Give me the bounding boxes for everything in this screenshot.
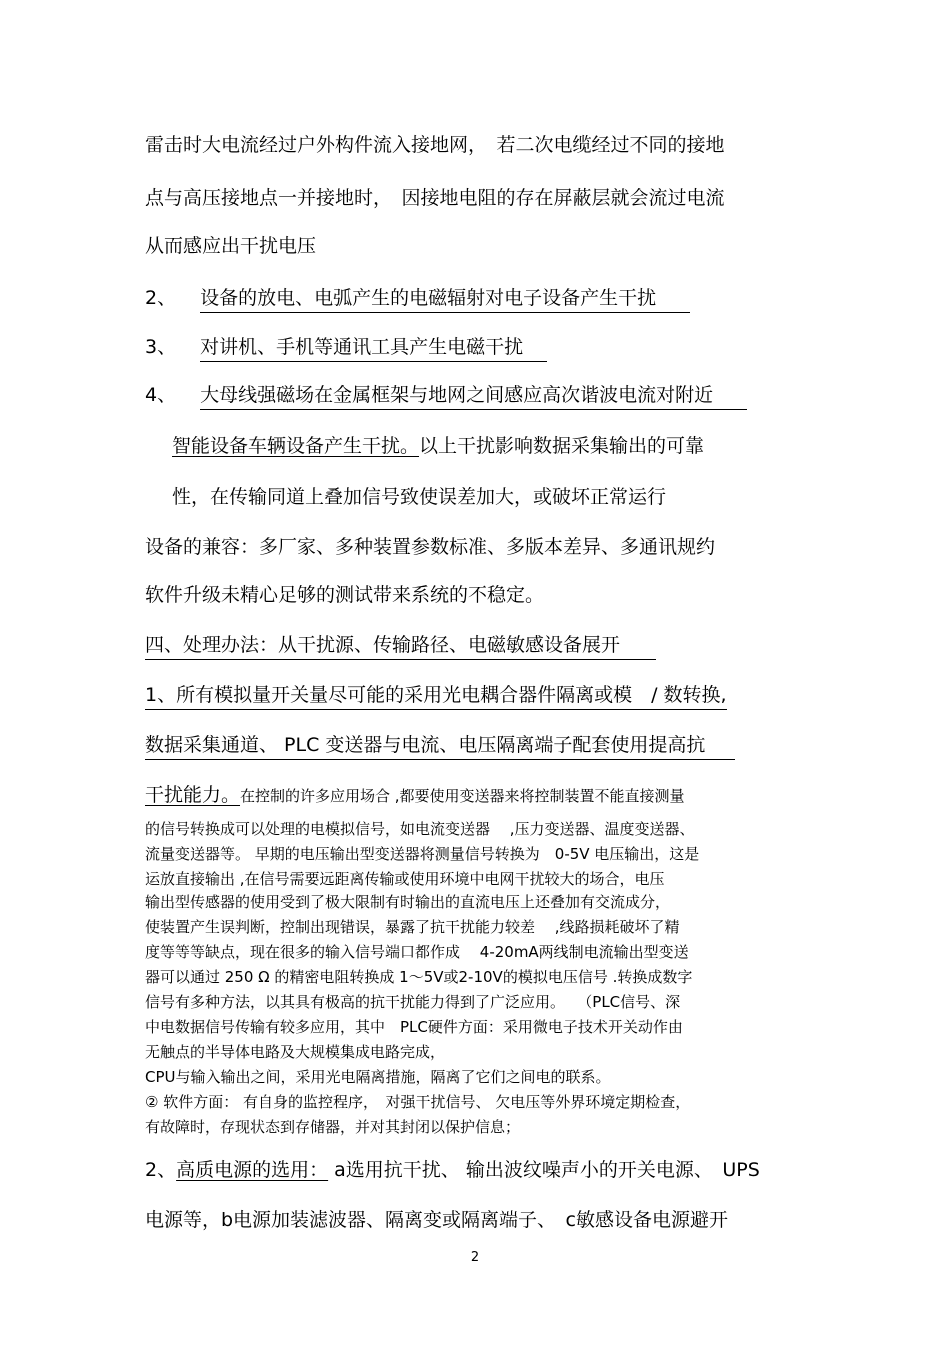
section-heading: [145, 630, 656, 660]
small-text-line: 无触点的半导体电路及大规模集成电路完成，: [145, 1043, 446, 1061]
plain-text: 在控制的许多应用场合 ,都要使用变送器来将控制装置不能直接测量: [240, 787, 685, 805]
underlined-text: 高质电源的选用：: [176, 1159, 329, 1181]
small-text-line: 运放直接输出 ,在信号需要远距离传输或使用环境中电网干扰较大的场合，电压: [145, 870, 665, 888]
paragraph-line: 点与高压接地点一并接地时， 因接地电阻的存在屏蔽层就会流过电流: [145, 187, 725, 209]
list-number: 3、: [145, 336, 177, 358]
small-text-line: 器可以通过 250 Ω 的精密电阻转换成 1～5V或2-10V的模拟电压信号 .转换成数字: [145, 968, 693, 986]
plain-text: a选用抗干扰、 输出波纹噪声小的开关电源、 UPS: [328, 1159, 760, 1181]
list-item-4: [145, 380, 747, 410]
list-text: 设备的放电、电弧产生的电磁辐射对电子设备产生干扰: [200, 283, 690, 313]
paragraph-line: 设备的兼容：多厂家、多种装置参数标准、多版本差异、多通讯规约: [145, 536, 716, 558]
paragraph-line: [145, 1155, 760, 1182]
plain-text: 以上干扰影响数据采集输出的可靠: [419, 435, 705, 457]
small-text-line: 中电数据信号传输有较多应用，其中 PLC硬件方面：采用微电子技术开关动作由: [145, 1018, 683, 1036]
small-text-line: 流量变送器等。 早期的电压输出型变送器将测量信号转换为 0-5V 电压输出，这是: [145, 845, 700, 863]
list-text: 大母线强磁场在金属框架与地网之间感应高次谐波电流对附近: [200, 380, 747, 410]
list-item-2: [145, 283, 690, 313]
paragraph-line: 软件升级未精心足够的测试带来系统的不稳定。: [145, 584, 545, 606]
section-heading-text: 四、处理办法：从干扰源、传输路径、电磁敏感设备展开: [145, 630, 656, 660]
small-text-line: 信号有多种方法，以其具有极高的抗干扰能力得到了广泛应用。 （PLC信号、深: [145, 993, 681, 1011]
small-text-line: 使装置产生误判断，控制出现错误，暴露了抗干扰能力较差 ,线路损耗破坏了精: [145, 918, 680, 936]
small-text-line: CPU与输入输出之间，采用光电隔离措施，隔离了它们之间电的联系。: [145, 1068, 611, 1086]
paragraph-line: [172, 431, 704, 458]
paragraph-line: 雷击时大电流经过户外构件流入接地网， 若二次电缆经过不同的接地: [145, 134, 725, 156]
small-text-line: 有故障时，存现状态到存储器，并对其封闭以保护信息；: [145, 1118, 521, 1136]
paragraph-line: [145, 680, 727, 710]
paragraph-line: 从而感应出干扰电压: [145, 235, 317, 257]
small-text-line: ② 软件方面： 有自身的监控程序， 对强干扰信号、 欠电压等外界环境定期检查，: [145, 1093, 691, 1111]
paragraph-line: 电源等，b电源加装滤波器、隔离变或隔离端子、 c敏感设备电源避开: [145, 1209, 729, 1231]
underlined-text: 1、所有模拟量开关量尽可能的采用光电耦合器件隔离或模 / 数转换,: [145, 680, 727, 710]
small-text-line: 输出型传感器的使用受到了极大限制有时输出的直流电压上还叠加有交流成分，: [145, 893, 671, 911]
small-text-line: 的信号转换成可以处理的电模拟信号，如电流变送器 ,压力变送器、温度变送器、: [145, 820, 695, 838]
underlined-text: 智能设备车辆设备产生干扰。: [172, 435, 420, 457]
list-number: 2、: [145, 287, 177, 309]
page-number: 2: [470, 1250, 480, 1265]
underlined-text: 干扰能力。: [145, 784, 241, 806]
list-item-3: [145, 332, 547, 362]
underlined-text: 数据采集通道、 PLC 变送器与电流、电压隔离端子配套使用提高抗: [145, 730, 735, 760]
list-text: 对讲机、手机等通讯工具产生电磁干扰: [200, 332, 547, 362]
paragraph-line: [145, 730, 735, 760]
paragraph-line: 性，在传输同道上叠加信号致使误差加大，或破坏正常运行: [172, 486, 667, 508]
list-number: 2、: [145, 1159, 177, 1181]
paragraph-line: [145, 780, 685, 807]
small-text-line: 度等等等缺点，现在很多的输入信号端口都作成 4-20mA两线制电流输出型变送: [145, 943, 689, 961]
list-number: 4、: [145, 384, 177, 406]
